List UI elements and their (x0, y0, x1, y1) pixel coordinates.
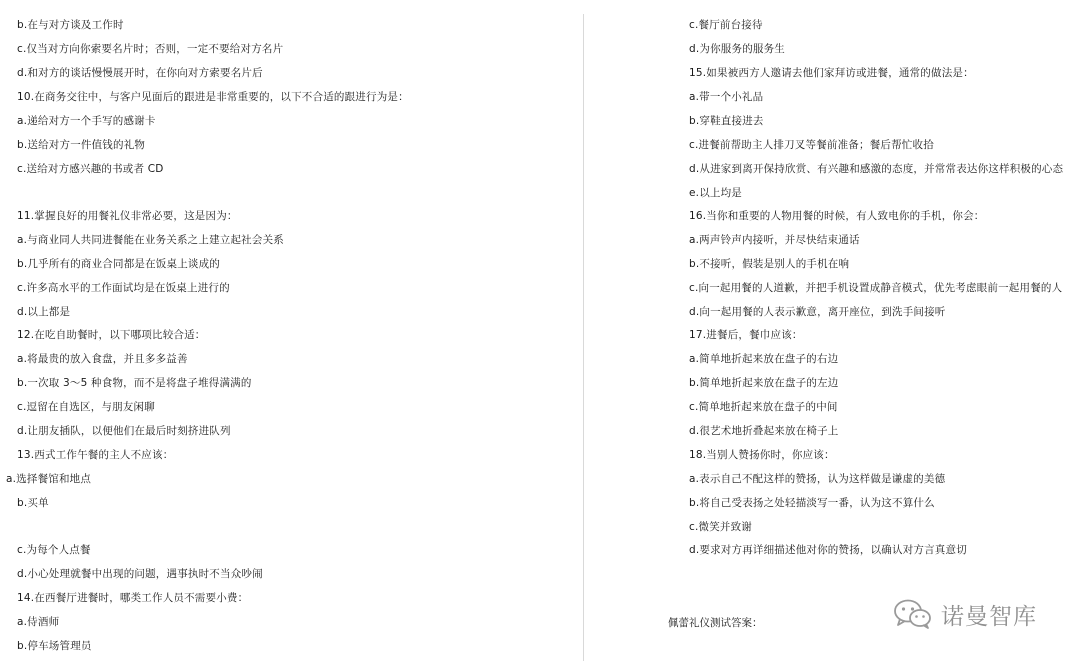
left-text-line: a.侍酒师 (17, 616, 60, 628)
left-text-line: 12.在吃自助餐时，以下哪项比较合适： (17, 329, 206, 341)
left-text-line: b.一次取 3～5 种食物，而不是将盘子堆得满满的 (17, 377, 252, 389)
right-text-line: 17.进餐后，餐巾应该： (689, 329, 803, 341)
right-text-line: c.向一起用餐的人道歉，并把手机设置成静音模式，优先考虑眼前一起用餐的人 (689, 282, 1063, 294)
right-text-line: b.将自己受表扬之处轻描淡写一番，认为这不算什么 (689, 497, 935, 509)
right-text-line: d.很艺术地折叠起来放在椅子上 (689, 425, 839, 437)
left-text-line: d.让朋友插队，以便他们在最后时刻挤进队列 (17, 425, 231, 437)
left-text-line: b.停车场管理员 (17, 640, 92, 652)
left-text-line: a.递给对方一个手写的感谢卡 (17, 115, 156, 127)
right-text-line: d.要求对方再详细描述他对你的赞扬，以确认对方言真意切 (689, 544, 967, 556)
right-text-line: c.简单地折起来放在盘子的中间 (689, 401, 838, 413)
right-text-line: c.微笑并致谢 (689, 521, 753, 533)
right-text-line: b.简单地折起来放在盘子的左边 (689, 377, 839, 389)
right-text-line: b.穿鞋直接进去 (689, 115, 764, 127)
left-text-line: 14.在西餐厅进餐时，哪类工作人员不需要小费： (17, 592, 249, 604)
right-text-line: c.进餐前帮助主人排刀叉等餐前准备；餐后帮忙收拾 (689, 139, 934, 151)
left-text-line: 10.在商务交往中，与客户见面后的跟进是非常重要的，以下不合适的跟进行为是： (17, 91, 409, 103)
right-text-line: a.两声铃声内接听，并尽快结束通话 (689, 234, 860, 246)
right-text-line: e.以上均是 (689, 187, 742, 199)
right-text-line: d.为你服务的服务生 (689, 43, 786, 55)
right-text-line: a.表示自己不配这样的赞扬，认为这样做是谦虚的美德 (689, 473, 946, 485)
left-text-line: c.许多高水平的工作面试均是在饭桌上进行的 (17, 282, 230, 294)
right-text-line: 15.如果被西方人邀请去他们家拜访或进餐，通常的做法是： (689, 67, 974, 79)
left-text-line: a.选择餐馆和地点 (6, 473, 92, 485)
wechat-icon (893, 598, 933, 630)
right-text-line: a.简单地折起来放在盘子的右边 (689, 353, 839, 365)
left-text-line: c.为每个人点餐 (17, 544, 91, 556)
right-text-line: c.餐厅前台接待 (689, 19, 763, 31)
left-text-line: a.与商业同人共同进餐能在业务关系之上建立起社会关系 (17, 234, 284, 246)
left-text-line: b.送给对方一件值钱的礼物 (17, 139, 146, 151)
right-text-line: 18.当别人赞扬你时，你应该： (689, 449, 835, 461)
left-text-line: b.在与对方谈及工作时 (17, 19, 124, 31)
right-text-line: a.带一个小礼品 (689, 91, 764, 103)
right-text-line: 16.当你和重要的人物用餐的时候，有人致电你的手机，你会： (689, 210, 985, 222)
column-divider (583, 14, 584, 661)
left-text-line: b.买单 (17, 497, 49, 509)
left-text-line: c.送给对方感兴趣的书或者 CD (17, 163, 164, 175)
left-text-line: 11.掌握良好的用餐礼仪非常必要，这是因为： (17, 210, 238, 222)
left-text-line: 13.西式工作午餐的主人不应该： (17, 449, 174, 461)
right-text-line: d.向一起用餐的人表示歉意，离开座位，到洗手间接听 (689, 306, 946, 318)
left-text-line: d.以上都是 (17, 306, 71, 318)
left-text-line: c.仅当对方向你索要名片时；否则，一定不要给对方名片 (17, 43, 284, 55)
left-text-line: d.小心处理就餐中出现的问题，遇事执时不当众吵闹 (17, 568, 263, 580)
watermark (893, 596, 1037, 632)
answer-heading: 佩蕾礼仪测试答案： (668, 617, 763, 629)
right-text-line: d.从进家到离开保持欣赏、有兴趣和感激的态度，并常常表达你这样积极的心态 (689, 163, 1064, 175)
watermark-text: 诺曼智库 (941, 603, 1037, 630)
left-text-line: c.逗留在自选区，与朋友闲聊 (17, 401, 155, 413)
left-text-line: d.和对方的谈话慢慢展开时，在你向对方索要名片后 (17, 67, 263, 79)
left-text-line: b.几乎所有的商业合同都是在饭桌上谈成的 (17, 258, 221, 270)
left-text-line: a.将最贵的放入食盘，并且多多益善 (17, 353, 188, 365)
right-text-line: b.不接听，假装是别人的手机在响 (689, 258, 850, 270)
